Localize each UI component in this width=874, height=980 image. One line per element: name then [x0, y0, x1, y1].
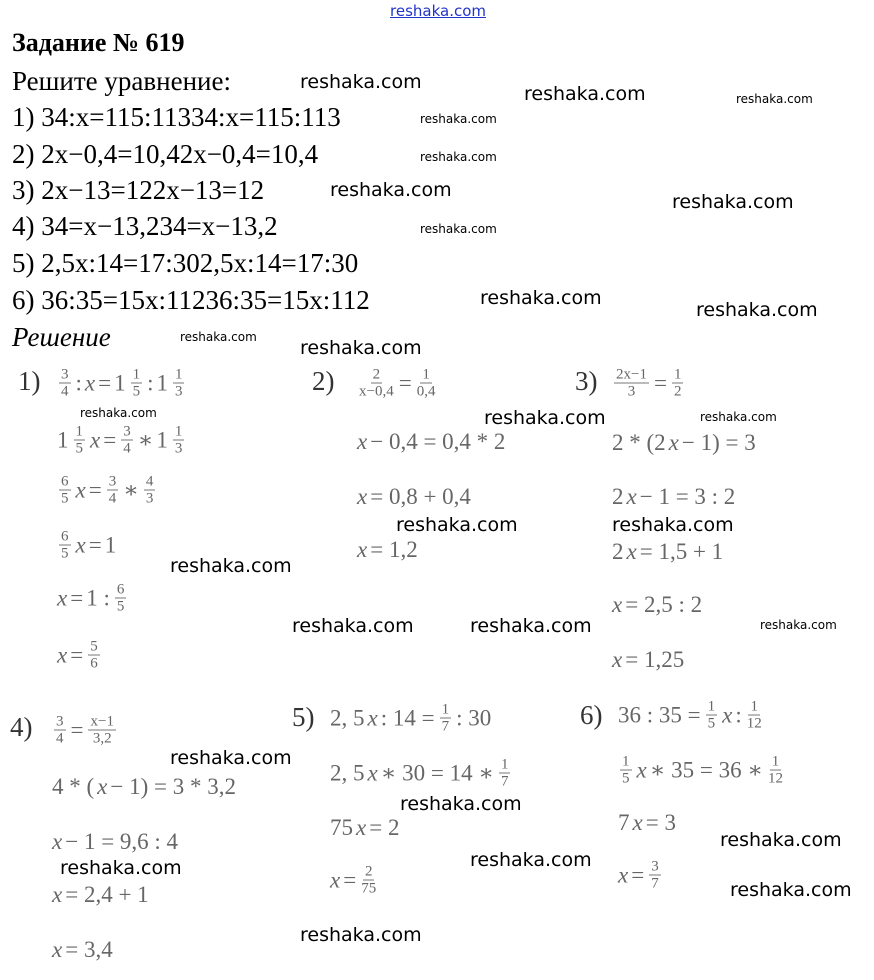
solution-line — [52, 829, 178, 855]
task-title: Задание № 619 — [12, 28, 185, 57]
variable: x — [626, 484, 637, 509]
denominator: 4 — [108, 490, 117, 507]
denominator: 12 — [746, 715, 762, 732]
solution-line — [612, 430, 756, 456]
watermark: reshaka.com — [292, 615, 414, 637]
fraction — [614, 367, 649, 400]
watermark: reshaka.com — [420, 112, 497, 126]
denominator: 7 — [441, 718, 450, 735]
variable: x — [357, 484, 368, 509]
variable: x — [356, 815, 367, 840]
math-text: 1 — [114, 370, 126, 395]
math-text: ∗ — [137, 427, 154, 452]
denominator: 5 — [132, 383, 141, 400]
math-text: = 2 — [369, 815, 400, 840]
watermark: reshaka.com — [170, 555, 292, 577]
math-text: − 1 = 9,6 : 4 — [65, 829, 179, 854]
watermark: reshaka.com — [470, 615, 592, 637]
solution-label: 3) — [575, 366, 598, 396]
solution-line — [612, 592, 702, 618]
watermark: reshaka.com — [470, 849, 592, 871]
numerator: 1 — [707, 698, 716, 715]
solution-line — [52, 882, 149, 908]
denominator: 4 — [61, 383, 69, 400]
math-text: = 3 — [645, 810, 676, 835]
variable: x — [722, 702, 733, 727]
fraction — [620, 754, 632, 787]
denominator: 5 — [622, 770, 630, 787]
fraction — [359, 367, 394, 400]
solution-line — [330, 702, 491, 735]
fraction — [173, 424, 185, 457]
math-text: : 14 = — [380, 705, 435, 730]
fraction — [173, 367, 185, 400]
numerator: 2 — [372, 366, 381, 383]
fraction — [649, 859, 661, 892]
watermark: reshaka.com — [80, 406, 157, 420]
denominator: 6 — [90, 655, 98, 672]
watermark: reshaka.com — [420, 222, 497, 236]
variable: x — [84, 370, 96, 395]
denominator: 3 — [174, 383, 183, 400]
watermark: reshaka.com — [300, 337, 422, 359]
solution-line — [618, 810, 676, 836]
denominator: 0,4 — [416, 383, 436, 400]
variable: x — [97, 774, 108, 799]
math-text: 4 * ( — [52, 774, 95, 799]
math-text: − 1) = 3 * 3,2 — [110, 774, 236, 799]
denominator: 5 — [116, 598, 125, 615]
math-text: = — [631, 862, 645, 887]
math-text: = — [88, 477, 102, 502]
fraction — [706, 699, 718, 732]
watermark: reshaka.com — [524, 83, 646, 105]
numerator: 6 — [116, 581, 125, 598]
fraction — [121, 424, 133, 457]
fraction — [144, 474, 156, 507]
math-text: = 3,4 — [65, 937, 113, 962]
math-text: = — [70, 717, 84, 742]
watermark: reshaka.com — [480, 287, 602, 309]
fraction — [74, 424, 86, 457]
solution-line — [57, 582, 128, 615]
variable: x — [367, 760, 378, 785]
watermark: reshaka.com — [170, 747, 292, 769]
math-text: 1 — [156, 370, 168, 395]
math-text: = 1,2 — [370, 537, 418, 562]
denominator: 75 — [361, 880, 377, 897]
math-text: ∗ — [123, 477, 139, 502]
solution-line — [618, 859, 663, 892]
fraction — [131, 367, 143, 400]
math-text: 7 — [618, 810, 630, 835]
solution-line — [52, 774, 236, 800]
numerator: 1 — [441, 701, 450, 718]
math-text: − 0,4 = 0,4 * 2 — [370, 429, 506, 454]
numerator: 3 — [651, 858, 659, 875]
solution-line — [330, 757, 512, 790]
watermark: reshaka.com — [420, 150, 497, 164]
solution-line — [57, 474, 157, 507]
math-text: = — [70, 642, 84, 667]
watermark: reshaka.com — [300, 71, 422, 93]
math-text: 36 : 35 = — [618, 702, 701, 727]
numerator: 1 — [500, 756, 509, 773]
math-text: − 1) = 3 — [681, 430, 756, 455]
fraction — [499, 757, 511, 790]
math-text: = — [88, 532, 102, 557]
numerator: 1 — [174, 423, 183, 440]
task-prompt: Решите уравнение: — [12, 66, 231, 96]
solution-line — [357, 429, 505, 455]
math-text: 2 — [612, 484, 624, 509]
watermark: reshaka.com — [60, 857, 182, 879]
numerator: 1 — [75, 423, 83, 440]
math-text: 2 — [612, 539, 624, 564]
numerator: 6 — [61, 473, 69, 490]
math-text: : 30 — [456, 705, 492, 730]
numerator: 3 — [61, 366, 69, 383]
math-text: = — [98, 370, 112, 395]
numerator: 1 — [622, 753, 630, 770]
numerator: 3 — [56, 713, 64, 730]
variable: x — [668, 430, 679, 455]
numerator: 5 — [90, 638, 98, 655]
denominator: 3 — [145, 490, 154, 507]
watermark: reshaka.com — [400, 793, 522, 815]
math-text: = — [103, 427, 117, 452]
denominator: 2 — [673, 383, 682, 400]
numerator: 1 — [771, 753, 780, 770]
math-text: ∗ 35 = 36 ∗ — [649, 757, 763, 782]
numerator: 1 — [750, 698, 758, 715]
fraction — [59, 474, 71, 507]
solution-line — [612, 539, 723, 565]
numerator: 1 — [422, 366, 430, 383]
math-text: 75 — [330, 815, 353, 840]
watermark: reshaka.com — [720, 829, 842, 851]
solution-label: 6) — [580, 700, 603, 730]
math-text: 2, 5 — [330, 760, 365, 785]
solution-heading: Решение — [12, 322, 111, 352]
solution-line — [357, 367, 437, 400]
variable: x — [52, 882, 63, 907]
solution-line — [57, 424, 186, 457]
variable: x — [75, 532, 86, 557]
denominator: x−0,4 — [359, 383, 394, 400]
denominator: 3 — [174, 440, 183, 457]
watermark: reshaka.com — [484, 407, 606, 429]
solution-label: 2) — [312, 366, 335, 396]
solution-line — [357, 537, 418, 563]
denominator: 3 — [627, 383, 636, 400]
solution-line — [57, 529, 116, 562]
variable: x — [612, 647, 623, 672]
variable: x — [57, 585, 68, 610]
math-text: 1 : — [86, 585, 110, 610]
math-text: : — [147, 370, 154, 395]
numerator: 1 — [174, 366, 183, 383]
solution-line — [57, 639, 102, 672]
math-text: = 1,5 + 1 — [639, 539, 724, 564]
watermark: reshaka.com — [300, 924, 422, 946]
solution-line — [52, 714, 118, 747]
variable: x — [330, 867, 341, 892]
variable: x — [632, 810, 643, 835]
math-text: ∗ 30 = 14 ∗ — [380, 760, 494, 785]
solution-label: 4) — [10, 712, 33, 742]
denominator: 7 — [651, 875, 659, 892]
numerator: 2 — [364, 863, 373, 880]
denominator: 7 — [500, 773, 509, 790]
watermark: reshaka.com — [330, 179, 452, 201]
denominator: 5 — [707, 715, 716, 732]
math-text: 2, 5 — [330, 705, 365, 730]
variable: x — [618, 862, 629, 887]
task-item: 2) 2x−0,4=10,42x−0,4=10,4 — [12, 139, 319, 169]
variable: x — [367, 705, 378, 730]
denominator: 5 — [75, 440, 83, 457]
variable: x — [75, 477, 86, 502]
fraction — [59, 367, 71, 400]
task-item: 1) 34:x=115:11334:x=115:113 — [12, 102, 341, 132]
watermark: reshaka.com — [396, 514, 518, 536]
numerator: x−1 — [90, 713, 114, 730]
solution-line — [618, 754, 785, 787]
solution-line — [57, 367, 186, 400]
math-text: = 2,5 : 2 — [625, 592, 703, 617]
math-text: 2 * (2 — [612, 430, 666, 455]
math-text: = 0,8 + 0,4 — [370, 484, 471, 509]
numerator: 3 — [108, 473, 117, 490]
numerator: 2x−1 — [616, 366, 647, 383]
math-text: 1 — [57, 427, 69, 452]
numerator: 1 — [673, 366, 682, 383]
task-item: 6) 36:35=15x:11236:35=15x:112 — [12, 285, 370, 315]
solution-label: 1) — [18, 366, 41, 396]
numerator: 6 — [61, 528, 69, 545]
fraction — [107, 474, 119, 507]
watermark: reshaka.com — [612, 514, 734, 536]
variable: x — [612, 592, 623, 617]
watermark: reshaka.com — [696, 299, 818, 321]
fraction — [59, 529, 71, 562]
solution-line — [357, 484, 471, 510]
math-text: − 1 = 3 : 2 — [639, 484, 736, 509]
solution-line — [612, 647, 684, 673]
watermark: reshaka.com — [736, 92, 813, 106]
math-text: 1 — [156, 427, 168, 452]
watermark: reshaka.com — [700, 410, 777, 424]
fraction — [88, 639, 100, 672]
fraction — [417, 367, 436, 400]
math-text: : — [735, 702, 742, 727]
fraction — [88, 714, 115, 747]
math-text: : — [75, 370, 82, 395]
math-text: 1 — [104, 532, 117, 557]
fraction — [768, 754, 783, 787]
fraction — [54, 714, 66, 747]
math-text: = — [653, 370, 667, 395]
task-item: 4) 34=x−13,234=x−13,2 — [12, 211, 278, 241]
watermark-top-link[interactable]: reshaka.com — [390, 2, 486, 20]
fraction — [361, 864, 376, 897]
denominator: 4 — [123, 440, 131, 457]
denominator: 3,2 — [92, 730, 112, 747]
watermark: reshaka.com — [180, 330, 257, 344]
numerator: 3 — [123, 423, 131, 440]
solution-line — [330, 815, 399, 841]
variable: x — [52, 829, 63, 854]
math-text: = — [398, 370, 412, 395]
variable: x — [52, 937, 63, 962]
fraction — [747, 699, 762, 732]
solution-line — [52, 937, 113, 963]
variable: x — [90, 427, 101, 452]
fraction — [115, 582, 127, 615]
task-item: 3) 2x−13=122x−13=12 — [12, 175, 265, 205]
watermark: reshaka.com — [760, 618, 837, 632]
solution-label: 5) — [292, 702, 315, 732]
variable: x — [636, 757, 647, 782]
variable: x — [357, 537, 368, 562]
denominator: 12 — [767, 770, 783, 787]
denominator: 4 — [56, 730, 64, 747]
watermark: reshaka.com — [730, 879, 852, 901]
solution-line — [330, 864, 378, 897]
math-text: = 1,25 — [625, 647, 685, 672]
math-text: = — [343, 867, 357, 892]
task-item: 5) 2,5x:14=17:302,5x:14=17:30 — [12, 248, 359, 278]
denominator: 5 — [61, 490, 69, 507]
solution-line — [612, 484, 735, 510]
math-text: = 2,4 + 1 — [65, 882, 149, 907]
variable: x — [626, 539, 637, 564]
variable: x — [57, 642, 68, 667]
fraction — [440, 702, 452, 735]
solution-line — [618, 699, 764, 732]
math-text: = — [70, 585, 84, 610]
numerator: 4 — [145, 473, 154, 490]
denominator: 5 — [61, 545, 69, 562]
watermark: reshaka.com — [672, 191, 794, 213]
solution-line — [612, 367, 685, 400]
numerator: 1 — [132, 366, 141, 383]
fraction — [672, 367, 684, 400]
variable: x — [357, 429, 368, 454]
